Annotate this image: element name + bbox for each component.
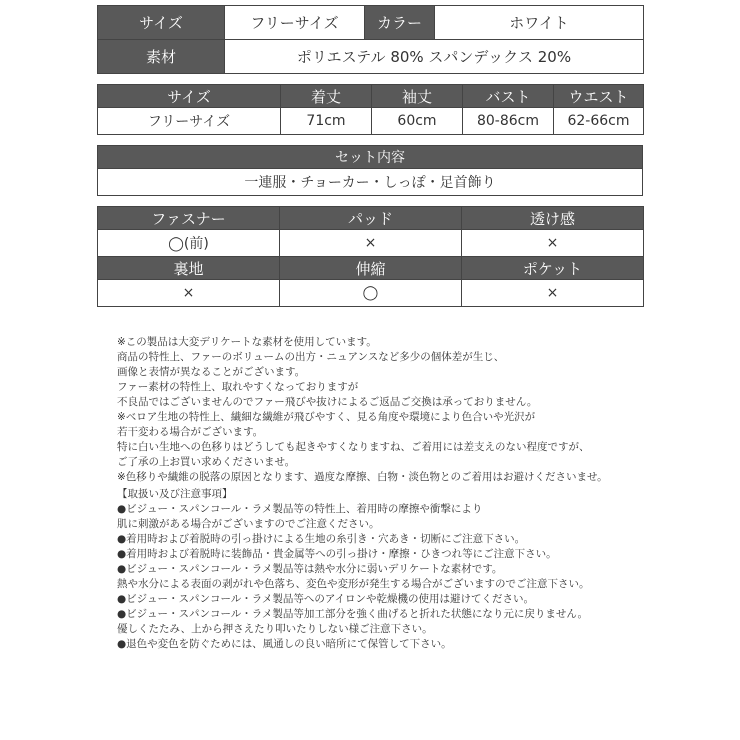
care-line: ●着用時および着脱時の引っ掛けによる生地の糸引き・穴あき・切断にご注意下さい。 [117,533,526,545]
measurements-header-row [98,85,644,108]
care-line: 熱や水分による表面の剥がれや色落ち、変色や変形が発生する場合がございますのでご注意下さい。 [117,578,590,590]
value-waist: 62-66cm [554,108,644,135]
note-line: 不良品ではございませんのでファー飛びや抜けによるご返品ご交換は承っておりません。 [117,396,538,408]
care-line: ●着用時および着脱時に装飾品・貴金属等への引っ掛け・摩擦・ひきつれ等にご注意下さい。 [117,548,557,560]
care-line: 肌に刺激がある場合がございますのでご注意ください。 [117,518,380,530]
value-sleeve: 60cm [372,108,463,135]
spec-row-size-color [98,6,644,40]
header-length: 着丈 [281,85,372,108]
set-value-row [98,169,643,196]
value-zipper: ◯(前) [98,230,280,257]
features-value-row-2 [98,280,644,307]
care-line: ●ビジュー・スパンコール・ラメ製品等加工部分を強く曲げると折れた状態になり元に戻りません。 [117,608,589,620]
measurements-table [97,84,644,135]
value-lining: × [98,280,280,307]
note-line: ※色移りや繊維の脱落の原因となります、過度な摩擦、白物・淡色物とのご着用はお避けくださいませ。 [117,471,608,483]
header-pocket: ポケット [462,257,644,280]
set-header: セット内容 [98,146,643,169]
features-value-row-1 [98,230,644,257]
note-line: ※この製品は大変デリケートな素材を使用しています。 [117,336,377,348]
value-bust: 80-86cm [463,108,554,135]
header-size: サイズ [98,85,281,108]
spec-table [97,5,644,74]
product-notes [117,335,608,485]
measurements-value-row [98,108,644,135]
features-table [97,206,644,307]
note-line: ご了承の上お買い求めくださいませ。 [117,456,296,468]
size-label: サイズ [98,6,225,40]
material-value: ポリエステル 80% スパンデックス 20% [225,40,644,74]
value-pocket: × [462,280,644,307]
note-line: 画像と表情が異なることがございます。 [117,366,306,378]
value-sheer: × [462,230,644,257]
header-sleeve: 袖丈 [372,85,463,108]
spec-row-material [98,40,644,74]
set-header-row [98,146,643,169]
set-contents-table [97,145,643,196]
note-line: 特に白い生地への色移りはどうしても起きやすくなりますね、ご着用には差支えのない程度ですが、 [117,441,590,453]
header-zipper: ファスナー [98,207,280,230]
header-pad: パッド [280,207,462,230]
size-value: フリーサイズ [225,6,365,40]
care-line: ●退色や変色を防ぐためには、風通しの良い暗所にて保管して下さい。 [117,638,452,650]
care-instructions [117,487,590,652]
note-line: ※ベロア生地の特性上、繊細な繊維が飛びやすく、見る角度や環境により色合いや光沢が [117,411,536,423]
care-line: ●ビジュー・スパンコール・ラメ製品等は熱や水分に弱いデリケートな素材です。 [117,563,503,575]
note-line: ファー素材の特性上、取れやすくなっておりますが [117,381,359,393]
color-label: カラー [365,6,435,40]
value-pad: × [280,230,462,257]
note-line: 若干変わる場合がございます。 [117,426,264,438]
header-stretch: 伸縮 [280,257,462,280]
note-line: 商品の特性上、ファーのボリュームの出方・ニュアンスなど多少の個体差が生じ、 [117,351,505,363]
value-size: フリーサイズ [98,108,281,135]
features-header-row-1 [98,207,644,230]
header-sheer: 透け感 [462,207,644,230]
care-line: 優しくたたみ、上から押さえたり叩いたりしない様ご注意下さい。 [117,623,433,635]
value-length: 71cm [281,108,372,135]
color-value: ホワイト [435,6,644,40]
set-value: 一連服・チョーカー・しっぽ・足首飾り [98,169,643,196]
header-bust: バスト [463,85,554,108]
care-line: ●ビジュー・スパンコール・ラメ製品等へのアイロンや乾燥機の使用は避けてください。 [117,593,534,605]
features-header-row-2 [98,257,644,280]
care-line: ●ビジュー・スパンコール・ラメ製品等の特性上、着用時の摩擦や衝撃により [117,503,483,515]
material-label: 素材 [98,40,225,74]
header-waist: ウエスト [554,85,644,108]
care-heading: 【取扱い及び注意事項】 [117,488,233,500]
value-stretch: ◯ [280,280,462,307]
header-lining: 裏地 [98,257,280,280]
